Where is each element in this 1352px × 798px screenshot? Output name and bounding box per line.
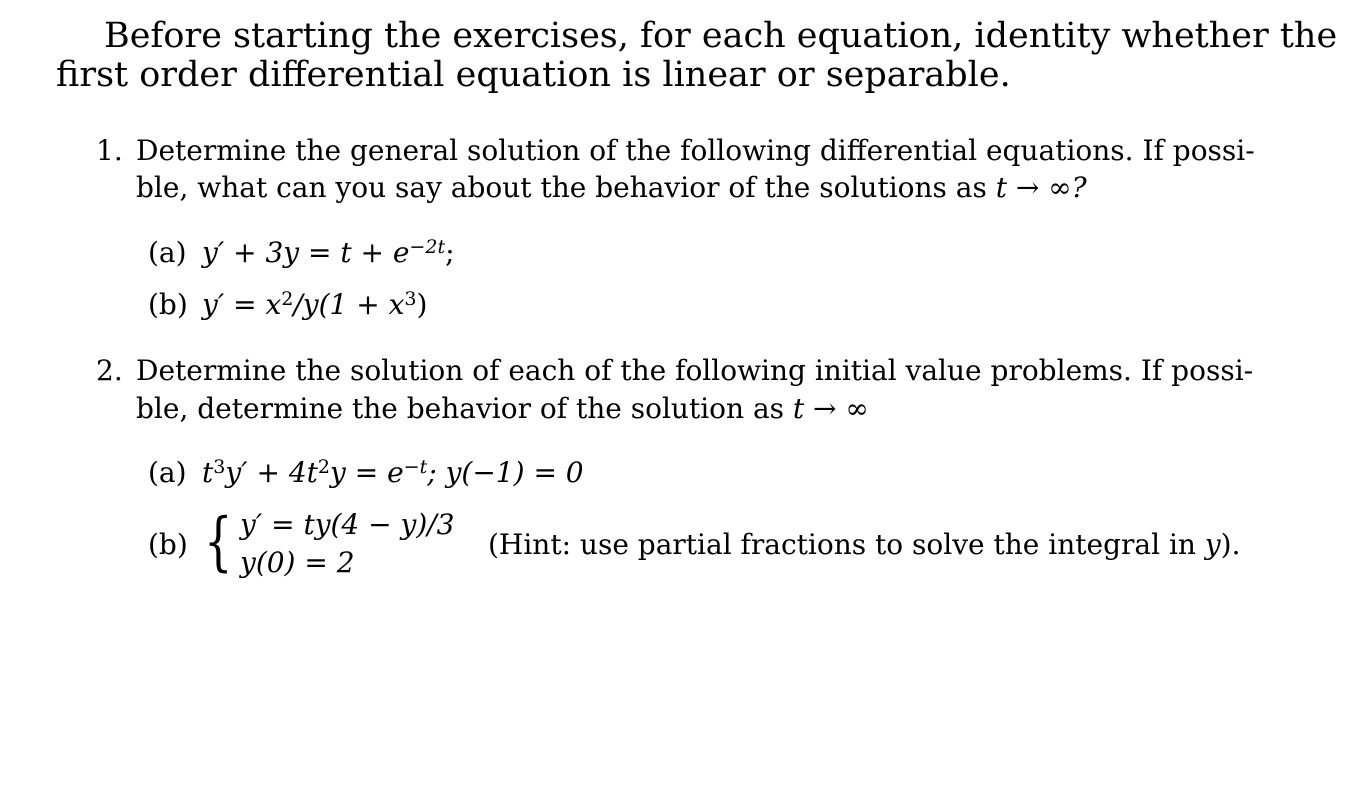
problem-1-number: 1. (96, 134, 123, 167)
problem-2-limit: t → ∞ (792, 392, 869, 425)
problem-1b-exp-1: 2 (281, 287, 294, 310)
problem-2a-mid-2: y = e (330, 456, 404, 489)
problem-1b-exp-2: 3 (404, 287, 417, 310)
problem-2-number: 2. (96, 354, 123, 387)
problem-2b-hint-var: y (1204, 528, 1221, 561)
problem-2b-system-line-1: y′ = ty(4 − y)/3 (240, 508, 455, 541)
problem-1b-equation (202, 288, 427, 321)
problem-1b-part-b: /y(1 + x (293, 288, 405, 321)
problem-2-text-line-2-prefix: ble, determine the behavior of the solution as (136, 392, 793, 425)
problem-1a-equation-base: y′ + 3y = t + e (202, 236, 410, 269)
system-brace: { (204, 505, 233, 579)
problem-1-text-line-2 (136, 171, 1087, 204)
problem-2b-hint-suffix: ). (1220, 528, 1241, 561)
intro-line-1: Before starting the exercises, for each equation, identity whether the (104, 16, 1338, 56)
problem-2a-equation (202, 456, 584, 489)
problem-1a-label: (a) (148, 236, 187, 269)
problem-1b-label: (b) (148, 288, 188, 321)
problem-2-text-line-2 (136, 392, 869, 425)
problem-1-text-line-2-prefix: ble, what can you say about the behavior of the solutions as (136, 171, 996, 204)
problem-2a-t: t (202, 456, 214, 489)
problem-1-text-line-1: Determine the general solution of the following differential equations. If possi- (136, 134, 1255, 167)
problem-1b-part-c: ) (416, 288, 428, 321)
problem-1-limit: t → ∞? (995, 171, 1087, 204)
problem-1b-part-a: y′ = x (202, 288, 282, 321)
problem-1a-equation (202, 236, 455, 269)
problem-2a-exp-1: 3 (213, 455, 226, 478)
problem-2-text-line-1: Determine the solution of each of the following initial value problems. If possi- (136, 354, 1254, 387)
problem-2b-hint-prefix: (Hint: use partial fractions to solve the integral in (488, 528, 1205, 561)
intro-line-2: first order differential equation is linear or separable. (56, 55, 1011, 95)
problem-1a-suffix: ; (445, 236, 455, 269)
problem-2b-hint (488, 528, 1241, 561)
problem-2a-mid-1: y′ + 4t (225, 456, 318, 489)
problem-2a-tail: ; y(−1) = 0 (427, 456, 584, 489)
problem-2a-exp-2: 2 (317, 455, 330, 478)
problem-2b-system-line-2: y(0) = 2 (240, 546, 355, 579)
problem-2a-exp-3: −t (403, 455, 428, 478)
problem-1a-exponent: −2t (409, 235, 446, 258)
problem-2b-label: (b) (148, 528, 188, 561)
problem-2a-label: (a) (148, 456, 187, 489)
